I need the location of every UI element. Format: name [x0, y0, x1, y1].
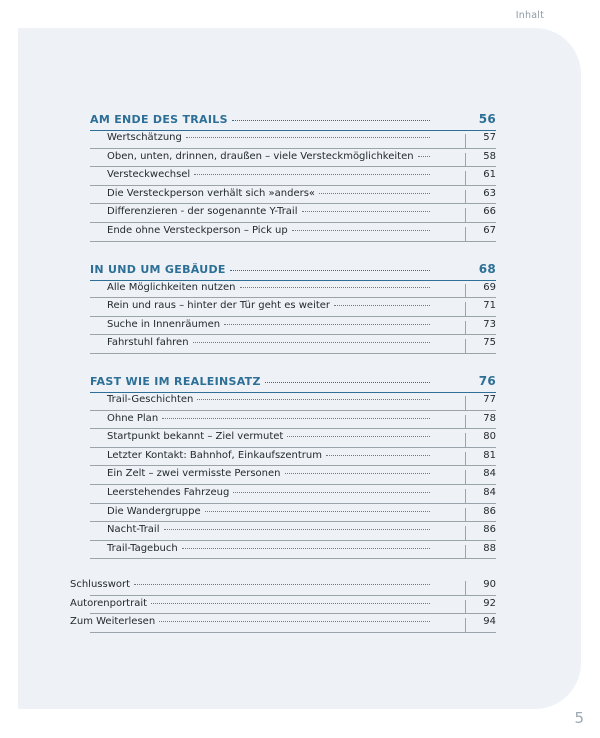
- dot-leader: [232, 120, 430, 121]
- section-heading-label: AM ENDE DES TRAILS: [90, 113, 228, 126]
- toc-entry-page: 63: [483, 187, 496, 199]
- toc-entry[interactable]: [90, 543, 496, 562]
- toc-entry[interactable]: [90, 468, 496, 487]
- toc-entry[interactable]: [90, 319, 496, 338]
- dot-leader: [134, 584, 430, 585]
- column-divider: [465, 545, 466, 560]
- backmatter-entry-page: 94: [483, 616, 496, 628]
- toc-entry-label: Trail-Geschichten: [107, 393, 194, 405]
- column-divider: [465, 227, 466, 242]
- toc-entry-label: Fahrstuhl fahren: [107, 337, 189, 349]
- dot-leader: [194, 174, 430, 175]
- toc-entry-label: Startpunkt bekannt – Ziel vermutet: [107, 431, 284, 443]
- running-head: Inhalt: [515, 10, 544, 21]
- dot-leader: [224, 324, 430, 325]
- toc-entry-page: 78: [483, 412, 496, 424]
- column-divider: [465, 581, 466, 596]
- toc-entry-page: 86: [483, 505, 496, 517]
- section-heading[interactable]: [90, 374, 496, 394]
- backmatter-section: [70, 579, 496, 635]
- dot-leader: [193, 342, 430, 343]
- dot-leader: [334, 305, 430, 306]
- column-divider: [465, 302, 466, 317]
- toc-entry-label: Rein und raus – hinter der Tür geht es weiter: [107, 300, 331, 312]
- toc-entry-page: 75: [483, 337, 496, 349]
- section-heading-label: IN UND UM GEBÄUDE: [90, 262, 226, 276]
- toc-entry[interactable]: [90, 506, 496, 525]
- toc-entry[interactable]: [90, 206, 496, 225]
- toc-entry[interactable]: [90, 132, 496, 151]
- table-of-contents: [70, 112, 496, 653]
- column-divider: [465, 489, 466, 504]
- toc-entry-label: Wertschätzung: [107, 132, 182, 143]
- dot-leader: [292, 230, 430, 231]
- toc-entry-label: Nacht-Trail: [107, 524, 160, 536]
- toc-entry-label: Ohne Plan: [107, 412, 159, 424]
- toc-entry[interactable]: [90, 169, 496, 188]
- column-divider: [465, 508, 466, 523]
- section-heading-page: 76: [478, 373, 496, 388]
- toc-entry-page: 88: [483, 542, 496, 554]
- column-divider: [465, 208, 466, 223]
- section-heading-page: 68: [478, 261, 496, 276]
- column-divider: [465, 153, 466, 168]
- dot-leader: [302, 211, 431, 212]
- dot-leader: [326, 455, 430, 456]
- toc-entry[interactable]: [90, 225, 496, 244]
- toc-entry[interactable]: [90, 431, 496, 450]
- toc-section: [90, 112, 496, 244]
- column-divider: [465, 171, 466, 186]
- section-heading-label: FAST WIE IM REALEINSATZ: [90, 374, 261, 388]
- column-divider: [465, 452, 466, 467]
- toc-entry-page: 57: [483, 132, 496, 143]
- toc-entry-label: Trail-Tagebuch: [107, 542, 178, 554]
- column-divider: [465, 190, 466, 205]
- toc-entry-label: Differenzieren - der sogenannte Y-Trail: [107, 206, 298, 218]
- toc-entry[interactable]: [90, 524, 496, 543]
- toc-entry[interactable]: [90, 394, 496, 413]
- toc-entry-page: 80: [483, 431, 496, 443]
- column-divider: [465, 134, 466, 149]
- section-heading[interactable]: [90, 262, 496, 282]
- toc-entry-page: 86: [483, 524, 496, 536]
- toc-entry-page: 58: [483, 150, 496, 162]
- dot-leader: [162, 418, 430, 419]
- dot-leader: [233, 492, 430, 493]
- page-number: 5: [574, 709, 584, 727]
- column-divider: [465, 433, 466, 448]
- backmatter-entry[interactable]: [70, 598, 496, 617]
- dot-leader: [240, 287, 430, 288]
- toc-entry[interactable]: [90, 413, 496, 432]
- toc-entry-page: 61: [483, 169, 496, 181]
- toc-entry[interactable]: [90, 487, 496, 506]
- toc-entry-page: 67: [483, 224, 496, 236]
- dot-leader: [164, 529, 431, 530]
- column-divider: [465, 415, 466, 430]
- backmatter-entry-label: Autorenportrait: [70, 597, 148, 609]
- column-divider: [465, 321, 466, 336]
- toc-entry-page: 84: [483, 468, 496, 480]
- toc-entry-label: Letzter Kontakt: Bahnhof, Einkaufszentrum: [107, 449, 322, 461]
- column-divider: [465, 526, 466, 541]
- toc-entry-label: Leerstehendes Fahrzeug: [107, 486, 230, 498]
- toc-section: [90, 262, 496, 356]
- toc-entry[interactable]: [90, 450, 496, 469]
- toc-entry[interactable]: [90, 300, 496, 319]
- dot-leader: [182, 548, 430, 549]
- toc-entry-page: 84: [483, 486, 496, 498]
- dot-leader: [230, 270, 430, 271]
- dot-leader: [287, 436, 430, 437]
- toc-entry-label: Die Versteckperson verhält sich »anders«: [107, 187, 316, 199]
- dot-leader: [186, 137, 430, 138]
- dot-leader: [151, 603, 430, 604]
- toc-entry-page: 71: [483, 300, 496, 312]
- backmatter-entry[interactable]: [70, 579, 496, 598]
- toc-entry-page: 73: [483, 318, 496, 330]
- column-divider: [465, 339, 466, 354]
- backmatter-entry-label: Schlusswort: [70, 579, 131, 591]
- section-heading[interactable]: [90, 112, 496, 132]
- toc-entry-label: Suche in Innenräumen: [107, 318, 221, 330]
- dot-leader: [265, 382, 430, 383]
- toc-entry-label: Die Wandergruppe: [107, 505, 201, 517]
- toc-entry-page: 69: [483, 281, 496, 293]
- toc-entry-label: Versteckwechsel: [107, 169, 191, 181]
- dot-leader: [159, 621, 430, 622]
- toc-entry[interactable]: [90, 337, 496, 356]
- toc-entry-page: 66: [483, 206, 496, 218]
- backmatter-entry-page: 90: [483, 579, 496, 591]
- column-divider: [465, 600, 466, 615]
- dot-leader: [319, 193, 430, 194]
- column-divider: [465, 470, 466, 485]
- toc-entry-page: 81: [483, 449, 496, 461]
- backmatter-entry[interactable]: [70, 616, 496, 635]
- dot-leader: [285, 473, 430, 474]
- dot-leader: [205, 511, 430, 512]
- dot-leader: [197, 399, 430, 400]
- backmatter-entry-page: 92: [483, 597, 496, 609]
- toc-entry[interactable]: [90, 188, 496, 207]
- toc-entry[interactable]: [90, 282, 496, 301]
- toc-entry-label: Ein Zelt – zwei vermisste Personen: [107, 468, 281, 480]
- toc-section: [90, 374, 496, 561]
- toc-entry-page: 77: [483, 393, 496, 405]
- section-heading-page: 56: [478, 112, 496, 126]
- toc-entry-label: Oben, unten, drinnen, draußen – viele Versteckmöglichkeiten: [107, 150, 414, 162]
- toc-entry[interactable]: [90, 151, 496, 170]
- column-divider: [465, 618, 466, 633]
- column-divider: [465, 284, 466, 299]
- backmatter-entry-label: Zum Weiterlesen: [70, 616, 156, 628]
- toc-entry-label: Alle Möglichkeiten nutzen: [107, 281, 236, 293]
- column-divider: [465, 396, 466, 411]
- toc-entry-label: Ende ohne Versteckperson – Pick up: [107, 224, 288, 236]
- dot-leader: [418, 156, 430, 157]
